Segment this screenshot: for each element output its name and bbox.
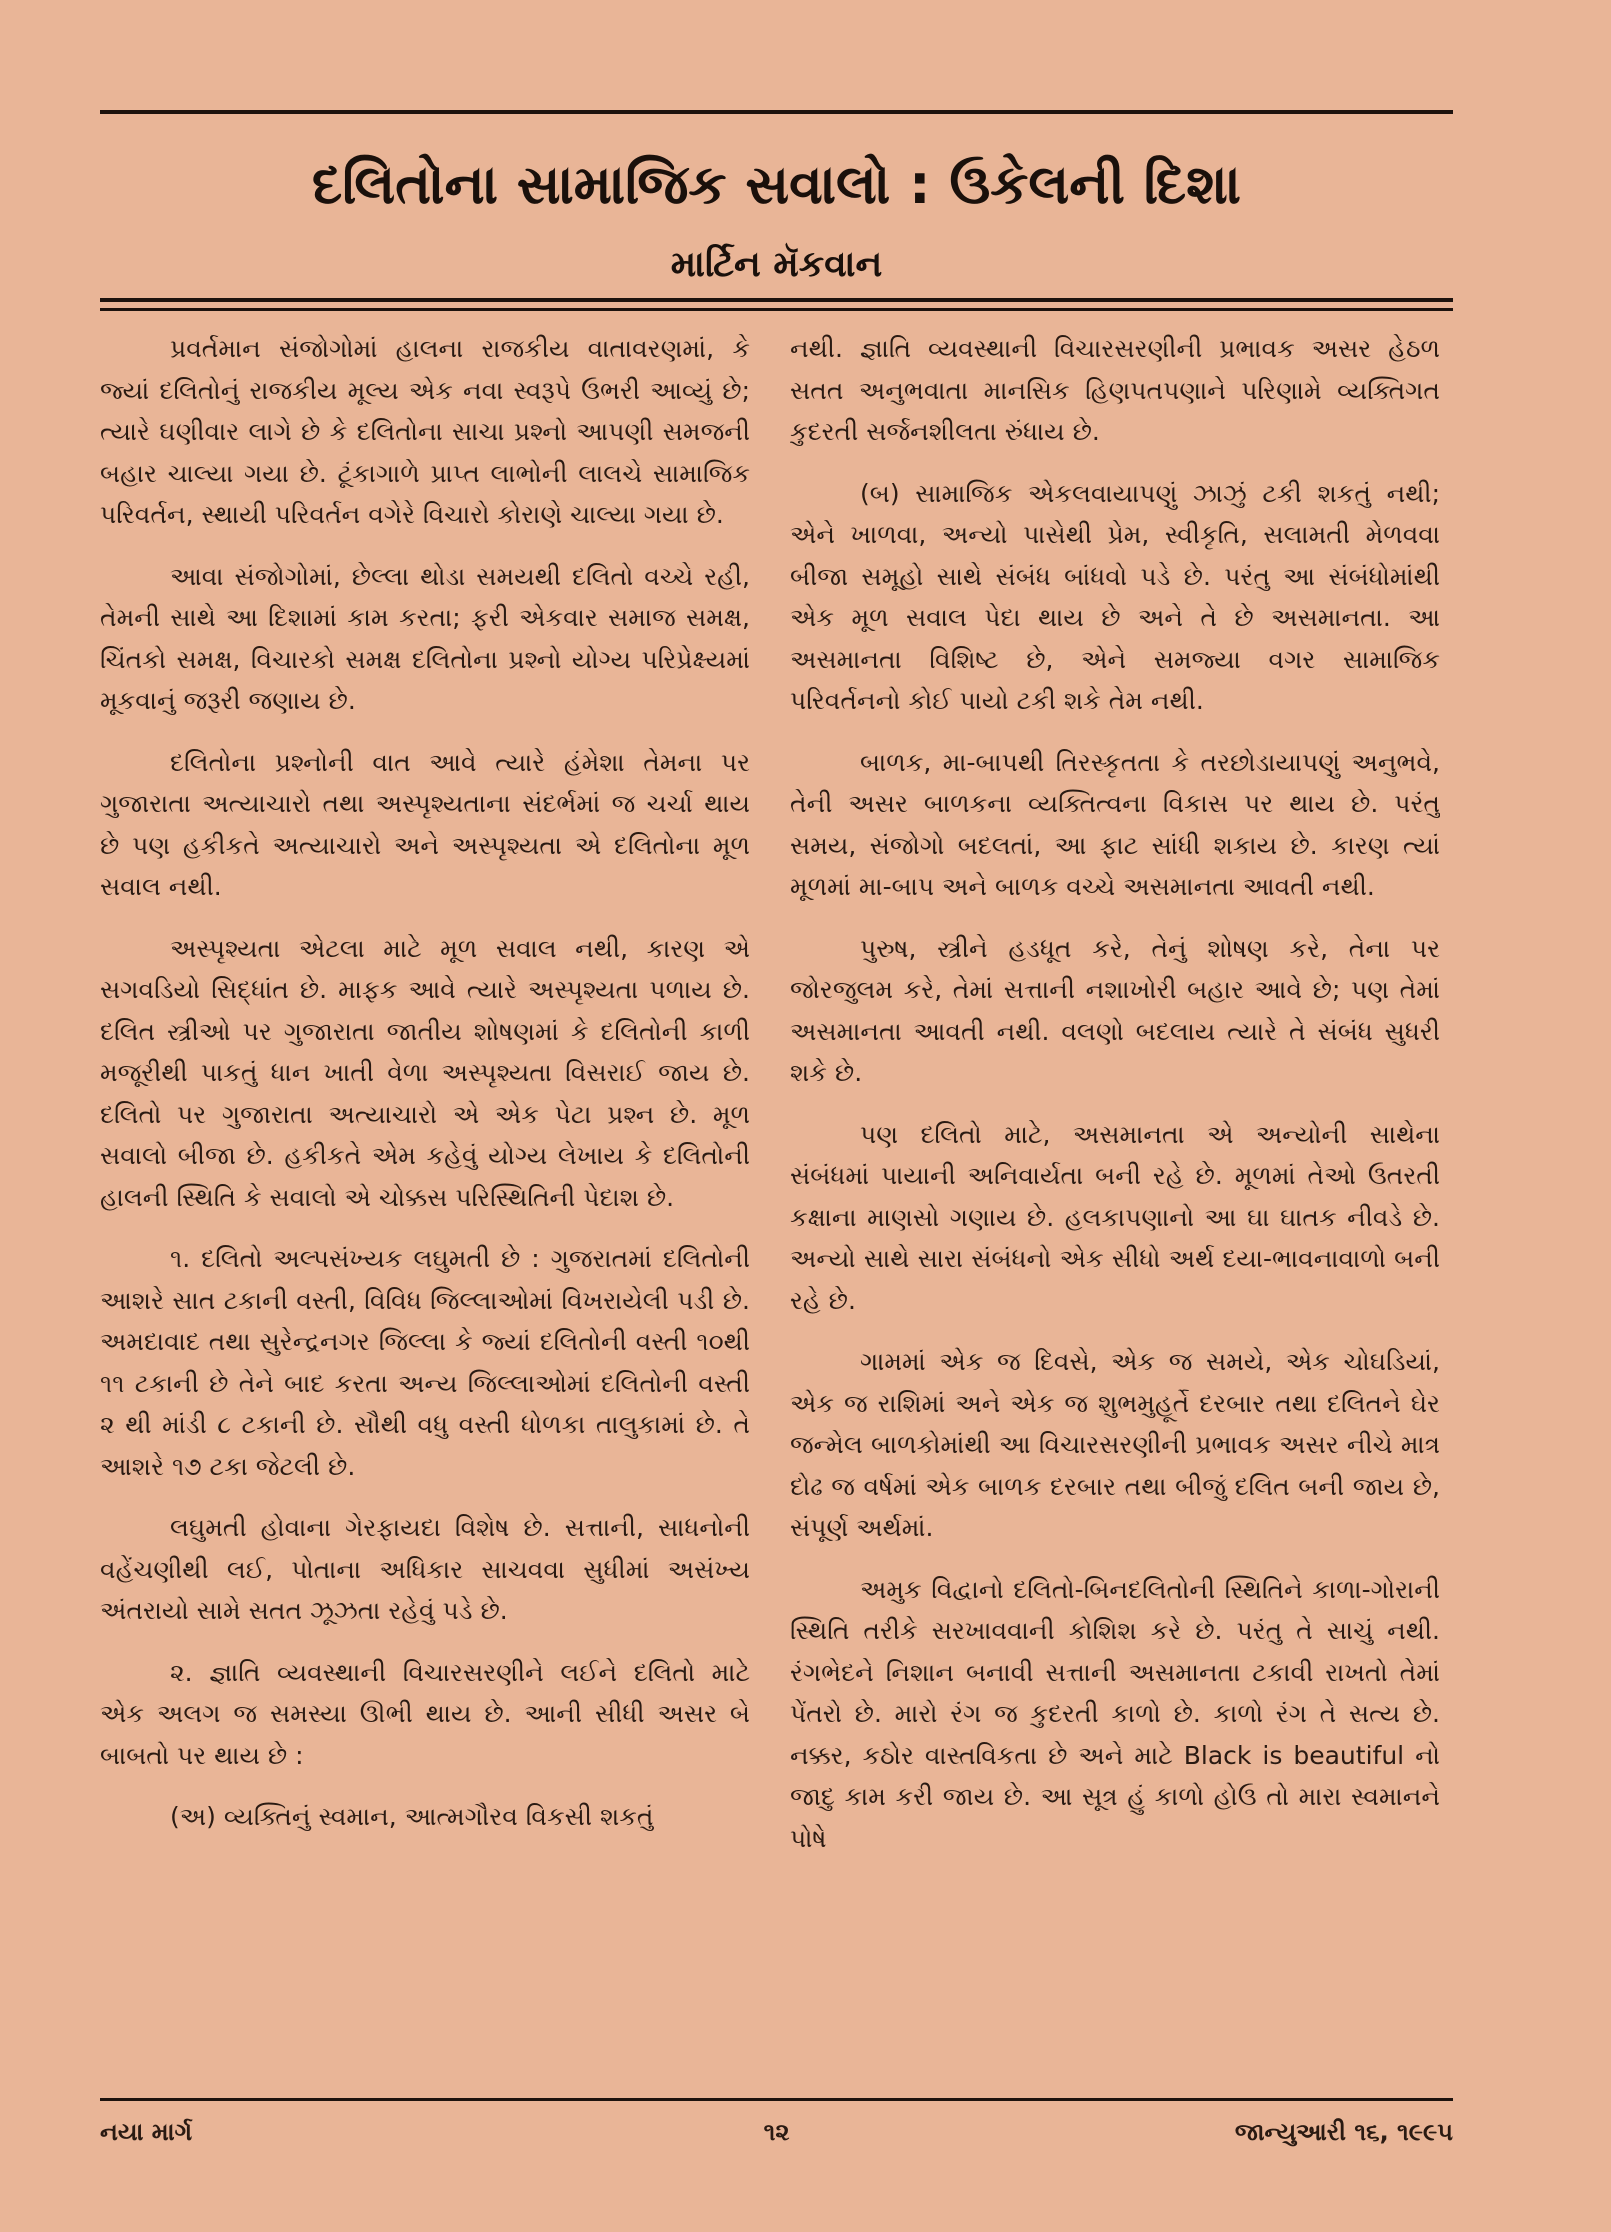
paragraph: (બ) સામાજિક એકલવાયાપણું ઝાઝું ટકી શકતું નથી; એને ખાળવા, અન્યો પાસેથી પ્રેમ, સ્વીકૃતિ, સલામતી મેળવવા બીજા સમૂહો સાથે સંબંધ બાંધવો પડે છે. પરંતુ આ સંબંધોમાંથી એક મૂળ સવાલ પેદા થાય છે અને તે છે અસમાનતા. આ અસમાનતા વિશિષ્ટ છે, એને સમજ્યા વગર સામાજિક પરિવર્તનનો કોઈ પાયો ટકી શકે તેમ નથી. (790, 478, 1440, 715)
paragraph: આવા સંજોગોમાં, છેલ્લા થોડા સમયથી દલિતો વચ્ચે રહી, તેમની સાથે આ દિશામાં કામ કરતા; ફરી એકવાર સમાજ સમક્ષ, ચિંતકો સમક્ષ, વિચારકો સમક્ષ દલિતોના પ્રશ્નો યોગ્ય પરિપ્રેક્ષ્યમાં મૂકવાનું જરૂરી જણાય છે. (100, 561, 750, 715)
paragraph: પ્રવર્તમાન સંજોગોમાં હાલના રાજકીય વાતાવરણમાં, કે જ્યાં દલિતોનું રાજકીય મૂલ્ય એક નવા સ્વરૂપે ઉભરી આવ્યું છે; ત્યારે ઘણીવાર લાગે છે કે દલિતોના સાચા પ્રશ્નો આપણી સમજની બહાર ચાલ્યા ગયા છે. ટૂંકાગાળે પ્રાપ્ત લાભોની લાલચે સામાજિક પરિવર્તન, સ્થાયી પરિવર્તન વગેરે વિચારો કોરાણે ચાલ્યા ગયા છે. (100, 334, 750, 529)
page-footer (100, 2112, 1453, 2152)
paragraph: (અ) વ્યક્તિનું સ્વમાન, આત્મગૌરવ વિકસી શકતું (170, 1802, 654, 1831)
top-rule (100, 110, 1453, 114)
article-author: માર્ટિન મૅકવાન (670, 244, 883, 285)
header-double-rule-bottom (100, 308, 1453, 311)
paragraph: પુરુષ, સ્ત્રીને હડધૂત કરે, તેનું શોષણ કરે, તેના પર જોરજુલમ કરે, તેમાં સત્તાની નશાખોરી બહાર આવે છે; પણ તેમાં અસમાનતા આવતી નથી. વલણો બદલાય ત્યારે તે સંબંધ સુધરી શકે છે. (790, 933, 1440, 1087)
header-double-rule-top (100, 298, 1453, 302)
paragraph: ગામમાં એક જ દિવસે, એક જ સમયે, એક ચોઘડિયાં, એક જ રાશિમાં અને એક જ શુભમુહૂર્તે દરબાર તથા દલિતને ઘેર જન્મેલ બાળકોમાંથી આ વિચારસરણીની પ્રભાવક અસર નીચે માત્ર દોઢ જ વર્ષમાં એક બાળક દરબાર તથા બીજું દલિત બની જાય છે, સંપૂર્ણ અર્થમાં. (790, 1347, 1440, 1542)
paragraph: ૧. દલિતો અલ્પસંખ્યક લઘુમતી છે : ગુજરાતમાં દલિતોની આશરે સાત ટકાની વસ્તી, વિવિધ જિલ્લાઓમાં વિખરાયેલી પડી છે. અમદાવાદ તથા સુરેન્દ્રનગર જિલ્લા કે જ્યાં દલિતોની વસ્તી ૧૦થી ૧૧ ટકાની છે તેને બાદ કરતા અન્ય જિલ્લાઓમાં દલિતોની વસ્તી ૨ થી માંડી ૮ ટકાની છે. સૌથી વધુ વસ્તી ધોળકા તાલુકામાં છે. તે આશરે ૧૭ ટકા જેટલી છે. (100, 1244, 750, 1481)
paragraph: અસ્પૃશ્યતા એટલા માટે મૂળ સવાલ નથી, કારણ એ સગવડિયો સિદ્ધાંત છે. માફક આવે ત્યારે અસ્પૃશ્યતા પળાય છે. દલિત સ્ત્રીઓ પર ગુજારાતા જાતીય શોષણમાં કે દલિતોની કાળી મજૂરીથી પાકતું ધાન ખાતી વેળા અસ્પૃશ્યતા વિસરાઈ જાય છે. દલિતો પર ગુજારાતા અત્યાચારો એ એક પેટા પ્રશ્ન છે. મૂળ સવાલો બીજા છે. હકીકતે એમ કહેવું યોગ્ય લેખાય કે દલિતોની હાલની સ્થિતિ કે સવાલો એ ચોક્કસ પરિસ્થિતિની પેદાશ છે. (100, 933, 750, 1212)
paragraph: પણ દલિતો માટે, અસમાનતા એ અન્યોની સાથેના સંબંધમાં પાયાની અનિવાર્યતા બની રહે છે. મૂળમાં તેઓ ઉતરતી કક્ષાના માણસો ગણાય છે. હલકાપણાનો આ ઘા ઘાતક નીવડે છે. અન્યો સાથે સારા સંબંધનો એક સીધો અર્થ દયા-ભાવનાવાળો બની રહે છે. (790, 1119, 1440, 1315)
publication-name: નયા માર્ગ (100, 2118, 193, 2146)
article-title: દલિતોના સામાજિક સવાલો : ઉકેલની દિશા (312, 153, 1241, 216)
right-column (790, 328, 1440, 2083)
issue-date: જાન્યુઆરી ૧૬, ૧૯૯૫ (1234, 2118, 1453, 2146)
paragraph: દલિતોના પ્રશ્નોની વાત આવે ત્યારે હંમેશા તેમના પર ગુજારાતા અત્યાચારો તથા અસ્પૃશ્યતાના સંદર્ભમાં જ ચર્ચા થાય છે પણ હકીકતે અત્યાચારો અને અસ્પૃશ્યતા એ દલિતોના મૂળ સવાલ નથી. (100, 747, 750, 901)
paragraph: નથી. જ્ઞાતિ વ્યવસ્થાની વિચારસરણીની પ્રભાવક અસર હેઠળ સતત અનુભવાતા માનસિક હિણપતપણાને પરિણામે વ્યક્તિગત કુદરતી સર્જનશીલતા રુંધાય છે. (790, 334, 1440, 446)
paragraph: ૨. જ્ઞાતિ વ્યવસ્થાની વિચારસરણીને લઈને દલિતો માટે એક અલગ જ સમસ્યા ઊભી થાય છે. આની સીધી અસર બે બાબતો પર થાય છે : (100, 1657, 750, 1770)
left-column (100, 328, 750, 2083)
footer-rule (100, 2098, 1453, 2101)
page-number: ૧૨ (763, 2118, 790, 2146)
paragraph: લઘુમતી હોવાના ગેરફાયદા વિશેષ છે. સત્તાની, સાધનોની વહેંચણીથી લઈ, પોતાના અધિકાર સાચવવા સુધીમાં અસંખ્ય અંતરાયો સામે સતત ઝૂઝતા રહેવું પડે છે. (100, 1513, 750, 1625)
paragraph: બાળક, મા-બાપથી તિરસ્કૃતતા કે તરછોડાયાપણું અનુભવે, તેની અસર બાળકના વ્યક્તિત્વના વિકાસ પર થાય છે. પરંતુ સમય, સંજોગો બદલતાં, આ ફાટ સાંધી શકાય છે. કારણ ત્યાં મૂળમાં મા-બાપ અને બાળક વચ્ચે અસમાનતા આવતી નથી. (790, 747, 1440, 901)
paragraph: અમુક વિદ્વાનો દલિતો-બિનદલિતોની સ્થિતિને કાળા-ગોરાની સ્થિતિ તરીકે સરખાવવાની કોશિશ કરે છે. પરંતુ તે સાચું નથી. રંગભેદને નિશાન બનાવી સત્તાની અસમાનતા ટકાવી રાખતો તેમાં પેંતરો છે. મારો રંગ જ કુદરતી કાળો છે. કાળો રંગ તે સત્ય છે. નક્કર, કઠોર વાસ્તવિકતા છે અને માટે Black is beautiful નો જાદુ કામ કરી જાય છે. આ સૂત્ર હું કાળો હોઉ તો મારા સ્વમાનને પોષે (790, 1574, 1440, 1853)
